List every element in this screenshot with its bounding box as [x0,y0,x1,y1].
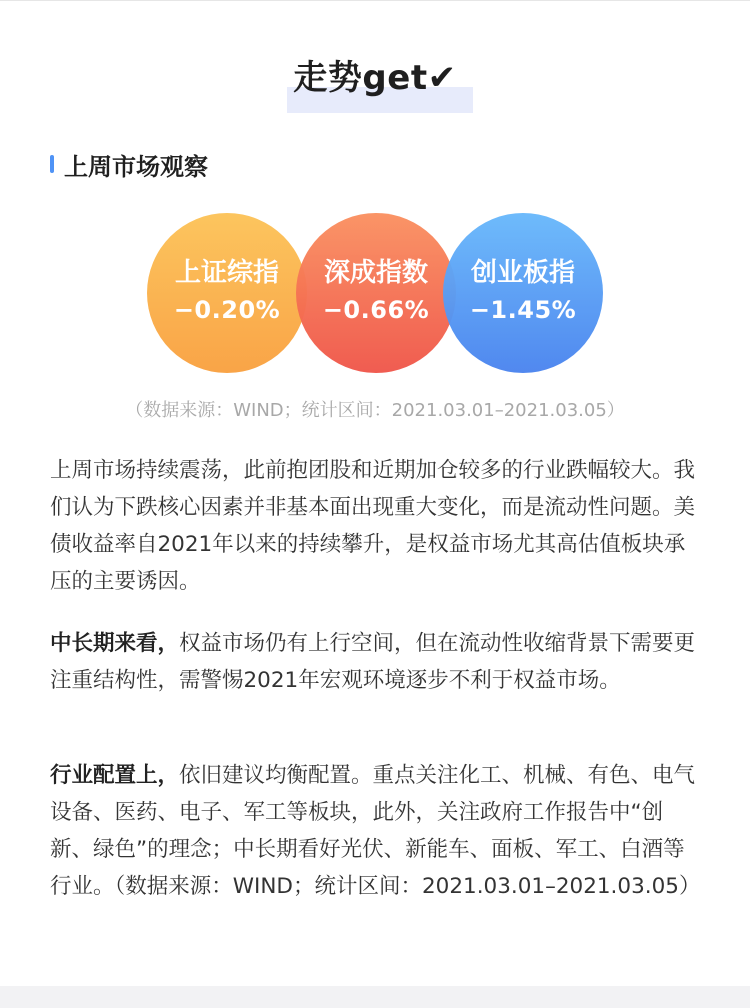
section-header [50,148,208,180]
paragraph-lead: 中长期来看， [50,631,180,656]
index-name: 上证综指 [174,258,279,288]
index-name: 深成指数 [323,258,428,288]
section-accent-bar [50,155,54,173]
paragraph-body: 权益市场仍有上行空间，但在流动性收缩背景下需要更注重结构性，需警惕2021年宏观环境逐步不利于权益市场。 [50,631,696,693]
index-value: −0.66% [322,296,430,324]
data-source-note: （数据来源：WIND；统计区间：2021.03.01–2021.03.05） [125,400,625,421]
page-title: 走势get✔ [289,50,460,99]
bottom-band [0,986,750,1008]
index-circle-chinext [443,213,603,373]
paragraph-long-term-view [50,625,702,699]
index-value: −0.20% [173,296,281,324]
paragraph-sector-allocation [50,757,702,905]
title-wrap [0,50,750,99]
index-name: 创业板指 [470,258,575,288]
top-divider [0,0,750,1]
paragraph-body: 依旧建议均衡配置。重点关注化工、机械、有色、电气设备、医药、电子、军工等板块，此外，关注政府工作报告中“创新、绿色”的理念；中长期看好光伏、新能车、面板、军工、白酒等行业。（数据来源：WIND；统计区间：2021.03.01–2021.03.05） [50,763,701,899]
paragraph-lead: 行业配置上， [50,763,180,788]
paragraph-market-review: 上周市场持续震荡，此前抱团股和近期加仓较多的行业跌幅较大。我们认为下跌核心因素并非基本面出现重大变化，而是流动性问题。美债收益率自2021年以来的持续攀升，是权益市场尤其高估值板块承压的主要诱因。 [50,458,696,594]
index-value: −1.45% [469,296,577,324]
index-circle-shenzhen [296,213,456,373]
index-circle-shanghai [147,213,307,373]
section-title: 上周市场观察 [64,152,208,181]
